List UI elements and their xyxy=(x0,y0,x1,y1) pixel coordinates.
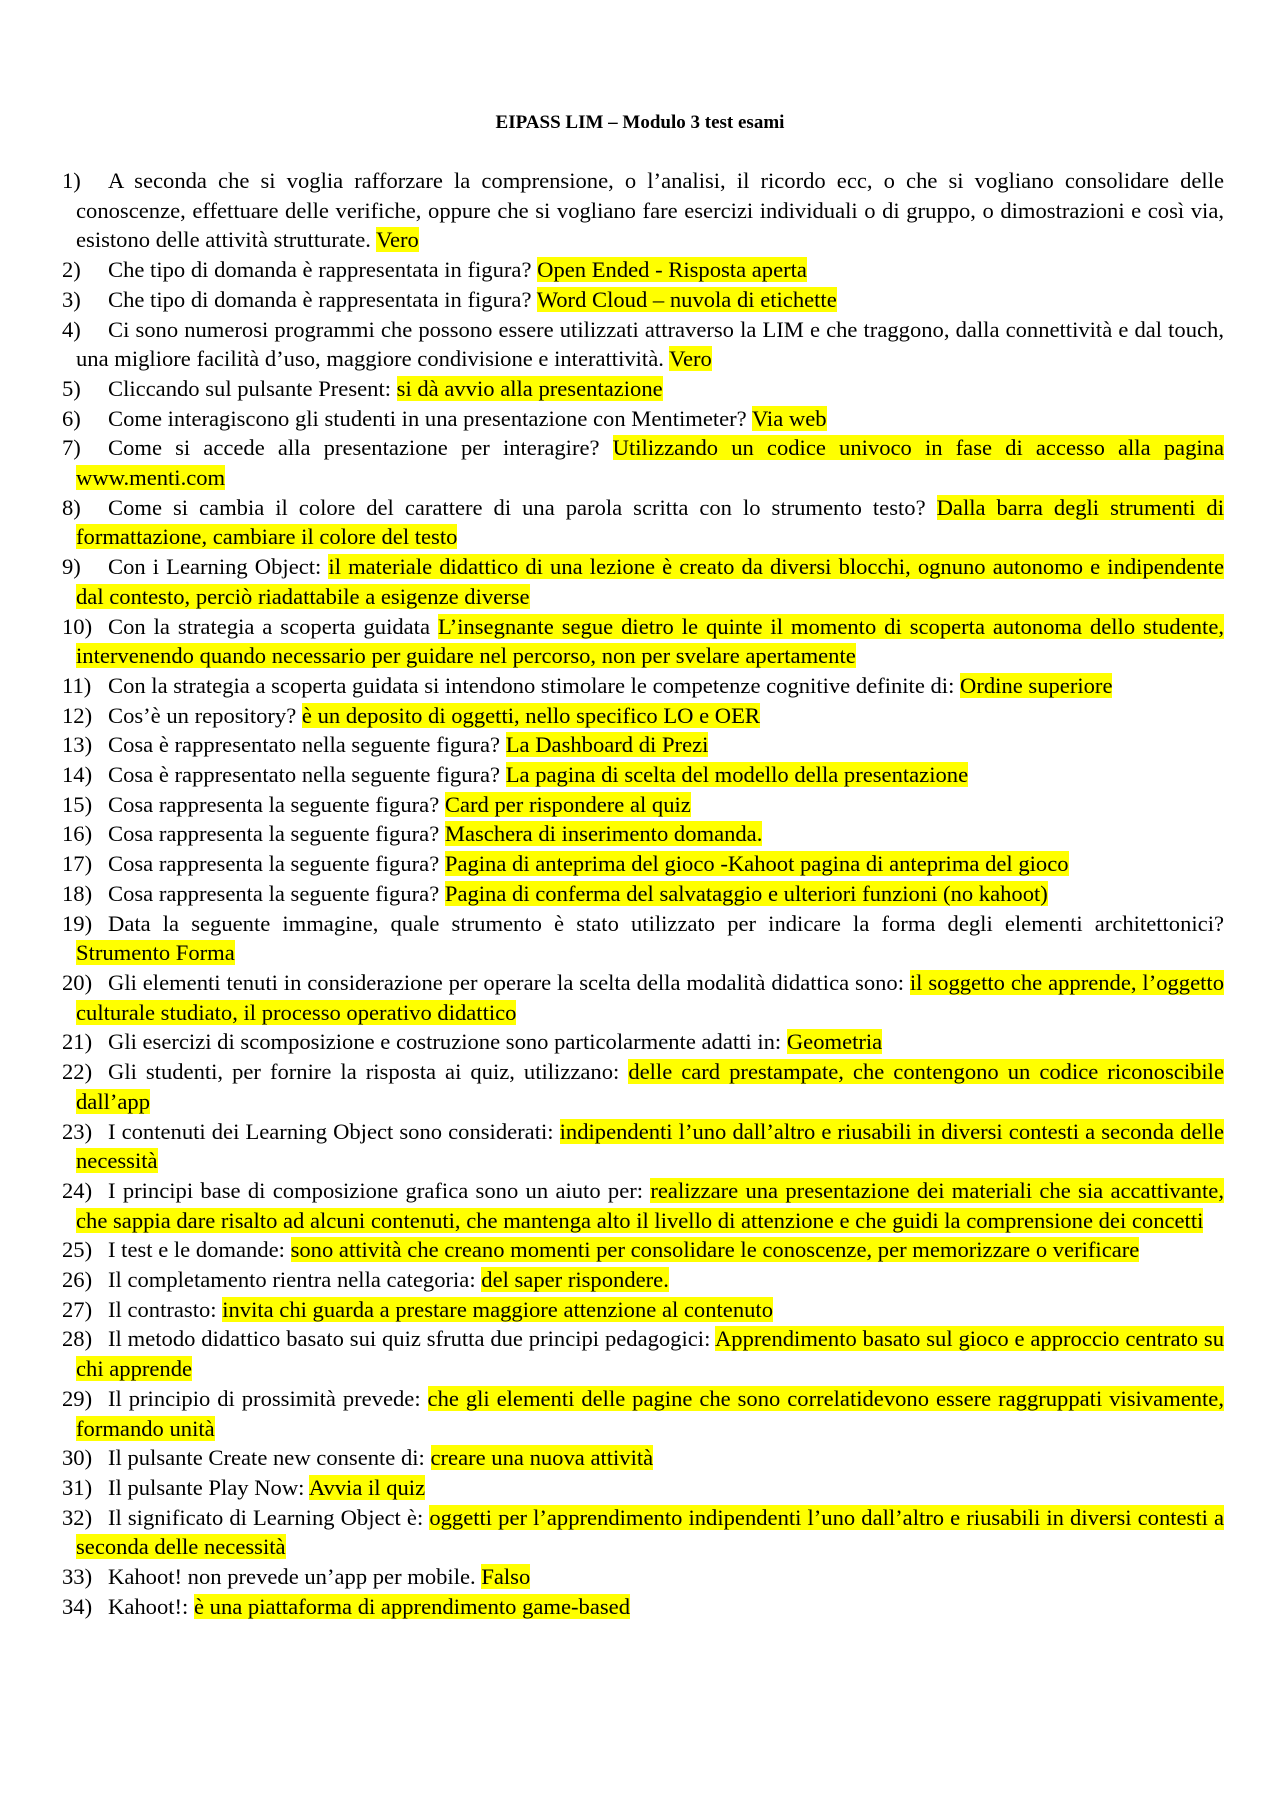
question-text: Che tipo di domanda è rappresentata in figura? xyxy=(108,286,532,312)
answer-highlight: Word Cloud – nuvola di etichette xyxy=(536,286,837,312)
answer-highlight: Vero xyxy=(669,346,712,372)
question-number: 11) xyxy=(62,672,92,698)
question-item xyxy=(62,612,1224,671)
question-number: 31) xyxy=(62,1474,93,1500)
question-text: I principi base di composizione grafica sono un aiuto per: xyxy=(108,1177,644,1203)
question-item xyxy=(62,1027,1224,1057)
question-number: 28) xyxy=(62,1326,93,1352)
question-number: 20) xyxy=(62,969,93,995)
question-number: 32) xyxy=(62,1504,93,1530)
answer-highlight: invita chi guarda a prestare maggiore attenzione al contenuto xyxy=(222,1296,774,1322)
answer-highlight: Pagina di anteprima del gioco -Kahoot pagina di anteprima del gioco xyxy=(444,851,1069,877)
question-item xyxy=(62,166,1224,255)
question-item xyxy=(62,1057,1224,1116)
question-item xyxy=(62,968,1224,1027)
question-text: Cos’è un repository? xyxy=(108,702,297,728)
question-text: Data la seguente immagine, quale strumento è stato utilizzato per indicare la forma degli elementi architettonici? xyxy=(108,910,1224,936)
answer-highlight: Falso xyxy=(481,1564,531,1590)
question-item xyxy=(62,730,1224,760)
question-item xyxy=(62,1235,1224,1265)
question-text: A seconda che si voglia rafforzare la comprensione, o l’analisi, il ricordo ecc, o che si vogliano consolidare delle conoscenze, effettuare delle verifiche, oppure che si vogliano fare esercizi individuali o di gruppo, o dimostrazioni e così via, esistono delle attività strutturate. xyxy=(76,168,1224,253)
answer-highlight: Apprendimento basato sul gioco e approccio centrato su chi apprende xyxy=(76,1326,1225,1382)
question-number: 19) xyxy=(62,910,93,936)
question-item xyxy=(62,1562,1224,1592)
answer-highlight: Avvia il quiz xyxy=(308,1474,426,1500)
question-text: Cosa rappresenta la seguente figura? xyxy=(108,880,440,906)
answer-highlight: La pagina di scelta del modello della presentazione xyxy=(505,762,969,788)
question-text: Il metodo didattico basato sui quiz sfrutta due principi pedagogici: xyxy=(108,1326,711,1352)
question-number: 24) xyxy=(62,1177,93,1203)
question-number: 6) xyxy=(62,405,81,431)
question-number: 29) xyxy=(62,1385,93,1411)
question-number: 3) xyxy=(62,286,81,312)
question-item xyxy=(62,552,1224,611)
question-number: 17) xyxy=(62,851,93,877)
question-text: Che tipo di domanda è rappresentata in figura? xyxy=(108,257,532,283)
question-item xyxy=(62,315,1224,374)
question-number: 13) xyxy=(62,732,93,758)
question-text: Il pulsante Create new consente di: xyxy=(108,1445,425,1471)
answer-highlight: L’insegnante segue dietro le quinte il momento di scoperta autonoma dello studente, intervenendo quando necessario per guidare nel percorso, non per svelare apertamente xyxy=(76,613,1224,669)
answer-highlight: sono attività che creano momenti per consolidare le conoscenze, per memorizzare o verificare xyxy=(290,1237,1140,1263)
question-item xyxy=(62,285,1224,315)
question-number: 10) xyxy=(62,613,93,639)
question-text: Cosa rappresenta la seguente figura? xyxy=(108,851,440,877)
question-item xyxy=(62,1384,1224,1443)
question-text: Il principio di prossimità prevede: xyxy=(108,1385,421,1411)
question-text: I test e le domande: xyxy=(108,1237,285,1263)
question-number: 23) xyxy=(62,1118,93,1144)
answer-highlight: Vero xyxy=(376,227,419,253)
question-item xyxy=(62,819,1224,849)
question-number: 27) xyxy=(62,1296,93,1322)
question-text: Gli elementi tenuti in considerazione per operare la scelta della modalità didattica sono: xyxy=(108,969,904,995)
question-number: 12) xyxy=(62,702,93,728)
question-number: 16) xyxy=(62,821,93,847)
question-text: Con la strategia a scoperta guidata xyxy=(108,613,430,639)
question-number: 9) xyxy=(62,554,81,580)
answer-highlight: realizzare una presentazione dei materiali che sia accattivante, che sappia dare risalto ad alcuni contenuti, che mantenga alto il livello di attenzione e che guidi la comprensione dei concetti xyxy=(76,1177,1224,1233)
question-item xyxy=(62,255,1224,285)
question-text: Cosa è rappresentato nella seguente figura? xyxy=(108,732,501,758)
question-number: 8) xyxy=(62,494,81,520)
question-text: Il completamento rientra nella categoria: xyxy=(108,1267,476,1293)
answer-highlight: si dà avvio alla presentazione xyxy=(396,375,663,401)
question-item xyxy=(62,879,1224,909)
answer-highlight: indipendenti l’uno dall’altro e riusabili in diversi contesti a seconda delle necessità xyxy=(76,1118,1225,1174)
question-text: Con i Learning Object: xyxy=(108,554,322,580)
question-item xyxy=(62,433,1224,492)
answer-highlight: è un deposito di oggetti, nello specifico LO e OER xyxy=(301,702,760,728)
question-item xyxy=(62,909,1224,968)
question-text: Cosa è rappresentato nella seguente figura? xyxy=(108,762,501,788)
question-item xyxy=(62,1265,1224,1295)
question-number: 18) xyxy=(62,880,93,906)
question-item xyxy=(62,1473,1224,1503)
question-text: Con la strategia a scoperta guidata si intendono stimolare le competenze cognitive definite di: xyxy=(108,672,955,698)
question-item xyxy=(62,1324,1224,1383)
answer-highlight: Dalla barra degli strumenti di formattazione, cambiare il colore del testo xyxy=(76,494,1224,550)
question-text: Il significato di Learning Object è: xyxy=(108,1504,424,1530)
question-text: Come interagiscono gli studenti in una presentazione con Mentimeter? xyxy=(108,405,747,431)
question-list xyxy=(62,166,1224,1621)
question-item xyxy=(62,404,1224,434)
answer-highlight: del saper rispondere. xyxy=(481,1267,669,1293)
question-number: 34) xyxy=(62,1593,93,1619)
question-text: Gli studenti, per fornire la risposta ai quiz, utilizzano: xyxy=(108,1059,620,1085)
question-text: Kahoot!: xyxy=(108,1593,189,1619)
question-number: 1) xyxy=(62,168,81,193)
answer-highlight: Geometria xyxy=(786,1029,883,1055)
question-text: Cliccando sul pulsante Present: xyxy=(108,375,391,401)
question-number: 30) xyxy=(62,1445,93,1471)
answer-highlight: Maschera di inserimento domanda. xyxy=(444,821,763,847)
question-item xyxy=(62,1295,1224,1325)
question-item xyxy=(62,760,1224,790)
question-text: Come si accede alla presentazione per interagire? xyxy=(108,435,600,461)
question-text: Gli esercizi di scomposizione e costruzione sono particolarmente adatti in: xyxy=(108,1029,782,1055)
question-text: Kahoot! non prevede un’app per mobile. xyxy=(108,1564,476,1590)
answer-highlight: che gli elementi delle pagine che sono correlatidevono essere raggruppati visivamente, formando unità xyxy=(76,1385,1224,1441)
question-item xyxy=(62,1117,1224,1176)
question-text: Cosa rappresenta la seguente figura? xyxy=(108,791,440,817)
answer-highlight: Open Ended - Risposta aperta xyxy=(537,257,807,283)
question-text: Come si cambia il colore del carattere di una parola scritta con lo strumento testo? xyxy=(108,494,926,520)
answer-highlight: Pagina di conferma del salvataggio e ulteriori funzioni (no kahoot) xyxy=(444,880,1048,906)
answer-highlight: La Dashboard di Prezi xyxy=(505,732,709,758)
answer-highlight: Via web xyxy=(751,405,827,431)
page-title: EIPASS LIM – Modulo 3 test esami xyxy=(495,112,785,133)
question-item xyxy=(62,493,1224,552)
answer-highlight: Ordine superiore xyxy=(960,672,1113,698)
question-item xyxy=(62,671,1224,701)
question-text: Ci sono numerosi programmi che possono essere utilizzati attraverso la LIM e che traggono, dalla connettività e dal touch, una migliore facilità d’uso, maggiore condivisione e interattività. xyxy=(76,316,1224,372)
question-number: 2) xyxy=(62,257,81,283)
question-number: 25) xyxy=(62,1237,93,1263)
question-number: 15) xyxy=(62,791,93,817)
question-item xyxy=(62,1176,1224,1235)
question-text: Il pulsante Play Now: xyxy=(108,1474,305,1500)
answer-highlight: è una piattaforma di apprendimento game-based xyxy=(193,1593,630,1619)
answer-highlight: Utilizzando un codice univoco in fase di accesso alla pagina www.menti.com xyxy=(76,435,1224,491)
question-text: Cosa rappresenta la seguente figura? xyxy=(108,821,440,847)
answer-highlight: oggetti per l’apprendimento indipendenti l’uno dall’altro e riusabili in diversi contesti a seconda delle necessità xyxy=(76,1504,1225,1560)
question-number: 21) xyxy=(62,1029,93,1055)
question-number: 4) xyxy=(62,316,81,342)
question-item xyxy=(62,1503,1224,1562)
question-text: Il contrasto: xyxy=(108,1296,217,1322)
question-text: I contenuti dei Learning Object sono considerati: xyxy=(108,1118,554,1144)
question-number: 14) xyxy=(62,762,93,788)
question-number: 33) xyxy=(62,1564,93,1590)
question-number: 26) xyxy=(62,1267,93,1293)
answer-highlight: creare una nuova attività xyxy=(430,1445,654,1471)
question-item xyxy=(62,790,1224,820)
answer-highlight: il materiale didattico di una lezione è creato da diversi blocchi, ognuno autonomo e indipendente dal contesto, perciò riadattabile a esigenze diverse xyxy=(76,554,1224,609)
answer-highlight: Strumento Forma xyxy=(76,940,235,966)
question-number: 22) xyxy=(62,1059,93,1085)
answer-highlight: delle card prestampate, che contengono un codice riconoscibile dall’app xyxy=(76,1059,1224,1114)
question-item xyxy=(62,701,1224,731)
question-item xyxy=(62,374,1224,404)
question-number: 5) xyxy=(62,375,81,401)
question-item xyxy=(62,1443,1224,1473)
answer-highlight: il soggetto che apprende, l’oggetto culturale studiato, il processo operativo didattico xyxy=(76,969,1224,1025)
question-item xyxy=(62,1592,1224,1622)
question-item xyxy=(62,849,1224,879)
question-number: 7) xyxy=(62,435,81,461)
answer-highlight: Card per rispondere al quiz xyxy=(444,791,691,817)
